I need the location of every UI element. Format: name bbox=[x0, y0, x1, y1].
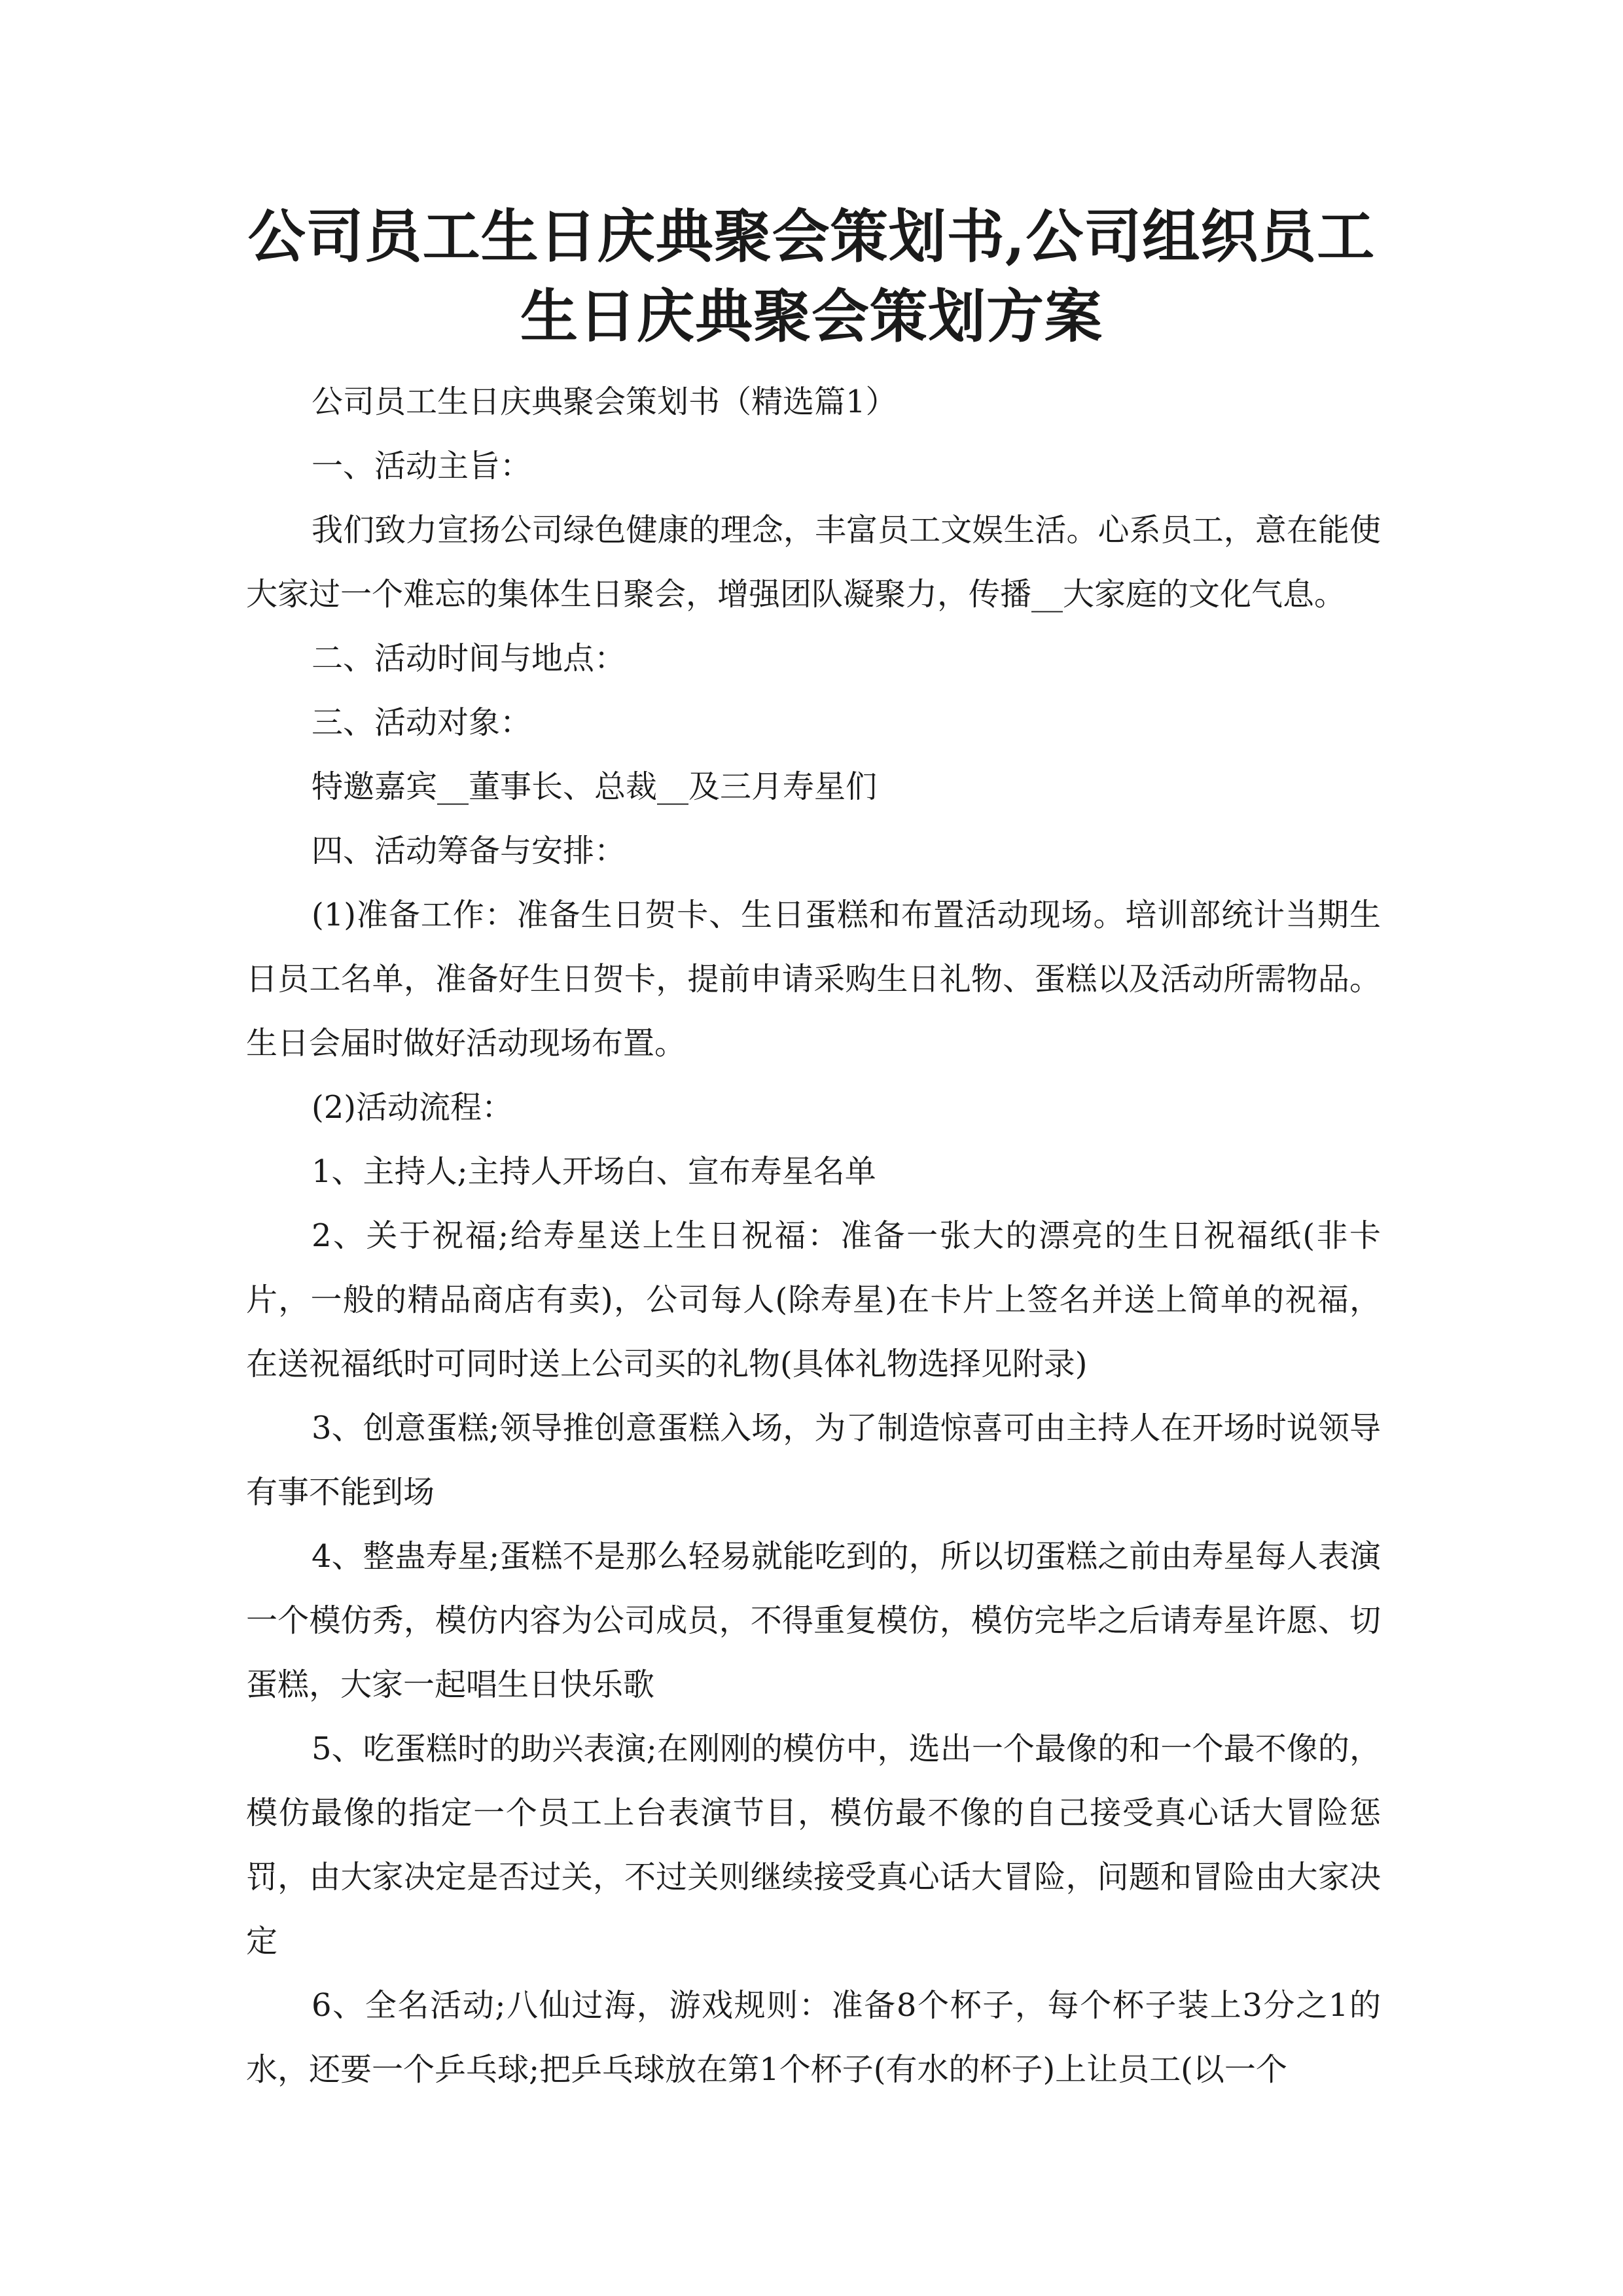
paragraph-step-1: 1、主持人;主持人开场白、宣布寿星名单 bbox=[312, 1153, 876, 1190]
paragraph-subtitle: 公司员工生日庆典聚会策划书（精选篇1） bbox=[312, 384, 897, 420]
paragraph-process-heading: (2)活动流程： bbox=[312, 1089, 513, 1126]
document-title: 公司员工生日庆典聚会策划书,公司组织员工生日庆典聚会策划方案 bbox=[247, 202, 1376, 350]
paragraph-section-1-heading: 一、活动主旨： bbox=[312, 448, 532, 484]
paragraph-step-2: 2、关于祝福;给寿星送上生日祝福：准备一张大的漂亮的生日祝福纸(非卡片，一般的精品商店有卖)，公司每人(除寿星)在卡片上签名并送上简单的祝福，在送祝福纸时可同时送上公司买的礼物(具体礼物选择见附录) bbox=[246, 1217, 1381, 1382]
paragraph-section-2-heading: 二、活动时间与地点： bbox=[312, 640, 626, 677]
paragraph-preparation: (1)准备工作：准备生日贺卡、生日蛋糕和布置活动现场。培训部统计当期生日员工名单，准备好生日贺卡，提前申请采购生日礼物、蛋糕以及活动所需物品。生日会届时做好活动现场布置。 bbox=[246, 897, 1381, 1062]
paragraph-step-5: 5、吃蛋糕时的助兴表演;在刚刚的模仿中，选出一个最像的和一个最不像的，模仿最像的指定一个员工上台表演节目，模仿最不像的自己接受真心话大冒险惩罚，由大家决定是否过关，不过关则继续接受真心话大冒险，问题和冒险由大家决定 bbox=[246, 1731, 1381, 1960]
paragraph-step-6: 6、全名活动;八仙过海，游戏规则：准备8个杯子，每个杯子装上3分之1的水，还要一个乒乓球;把乒乓球放在第1个杯子(有水的杯子)上让员工(以一个 bbox=[246, 1987, 1381, 2088]
document-body bbox=[246, 370, 1381, 2102]
paragraph-guests: 特邀嘉宾__董事长、总裁__及三月寿星们 bbox=[312, 768, 878, 805]
paragraph-section-3-heading: 三、活动对象： bbox=[312, 704, 532, 741]
paragraph-section-4-heading: 四、活动筹备与安排： bbox=[312, 833, 626, 869]
paragraph-step-3: 3、创意蛋糕;领导推创意蛋糕入场，为了制造惊喜可由主持人在开场时说领导有事不能到场 bbox=[246, 1410, 1381, 1511]
paragraph-purpose: 我们致力宣扬公司绿色健康的理念，丰富员工文娱生活。心系员工，意在能使大家过一个难忘的集体生日聚会，增强团队凝聚力，传播__大家庭的文化气息。 bbox=[246, 512, 1381, 613]
paragraph-step-4: 4、整蛊寿星;蛋糕不是那么轻易就能吃到的，所以切蛋糕之前由寿星每人表演一个模仿秀，模仿内容为公司成员，不得重复模仿，模仿完毕之后请寿星许愿、切蛋糕，大家一起唱生日快乐歌 bbox=[246, 1538, 1381, 1703]
